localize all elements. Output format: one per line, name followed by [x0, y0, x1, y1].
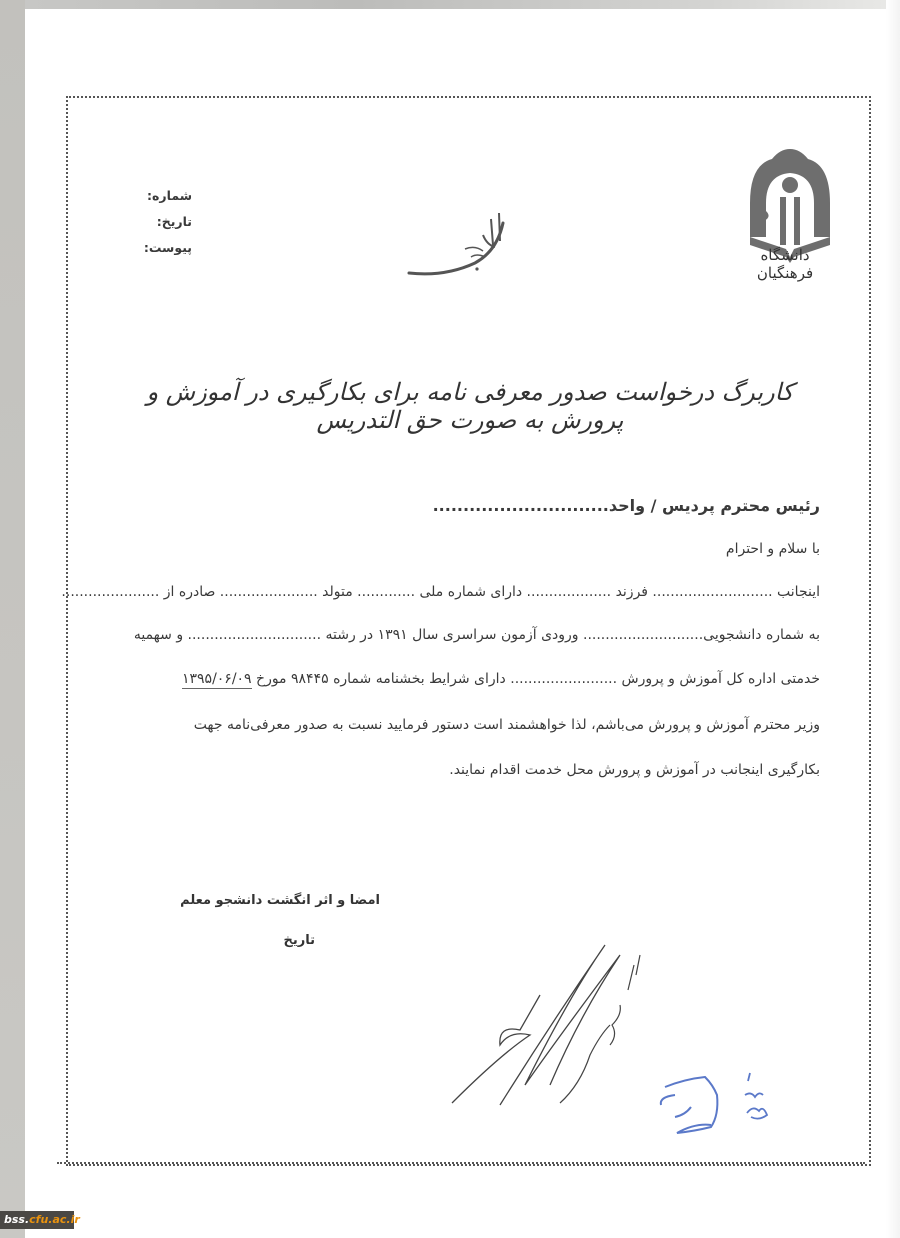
scan-edge-right: [886, 0, 900, 1238]
body-line-3-text: خدمتی اداره کل آموزش و پرورش ........................ دارای شرایط بخشنامه شماره ۹۸۴۴۵ مورخ: [256, 671, 820, 687]
body-line-4: وزیر محترم آموزش و پرورش می‌باشم، لذا خواهشمند است دستور فرمایید نسبت به صدور معرفی‌نامه جهت: [193, 717, 820, 733]
signature-label: امضا و اثر انگشت دانشجو معلم: [180, 893, 380, 908]
date-label: تاریخ:: [156, 214, 192, 229]
scan-edge-top: [0, 0, 886, 9]
body-line-1: اینجانب ........................... فرزند ................... دارای شماره ملی ............. متولد ...................... صادره از ......................: [61, 584, 820, 600]
number-label: شماره:: [147, 188, 192, 203]
meta-fields: [120, 183, 192, 261]
body-line-5: بکارگیری اینجانب در آموزش و پرورش محل خدمت اقدام نمایند.: [449, 762, 820, 778]
salutation: با سلام و احترام: [725, 541, 820, 557]
attachment-label: پیوست:: [143, 240, 192, 255]
form-title: کاربرگ درخواست صدور معرفی نامه برای بکارگیری در آموزش و پرورش به صورت حق التدریس: [146, 378, 794, 434]
circular-date: ۱۳۹۵/۰۶/۰۹: [181, 671, 252, 687]
body-line-3: [120, 671, 820, 687]
scan-edge-left: [0, 0, 25, 1238]
addressee-line: رئیس محترم پردیس / واحد.............................: [432, 496, 820, 515]
source-watermark: [0, 1211, 80, 1229]
logo-caption: دانشگاه فرهنگیان: [756, 246, 814, 282]
blue-ink-signature-icon: [655, 1065, 785, 1140]
signature-date-label: تاریخ: [283, 933, 315, 948]
dotted-border-bottom: [57, 1162, 865, 1164]
watermark-prefix: bss.: [4, 1213, 30, 1226]
bismillah-calligraphy-icon: [405, 205, 515, 280]
handwritten-signature-icon: [440, 935, 650, 1110]
body-line-2: به شماره دانشجویی........................... ورودی آزمون سراسری سال ۱۳۹۱ در رشته .............................. و سهمیه: [133, 627, 820, 643]
watermark-domain: cfu.ac.ir: [29, 1213, 80, 1226]
